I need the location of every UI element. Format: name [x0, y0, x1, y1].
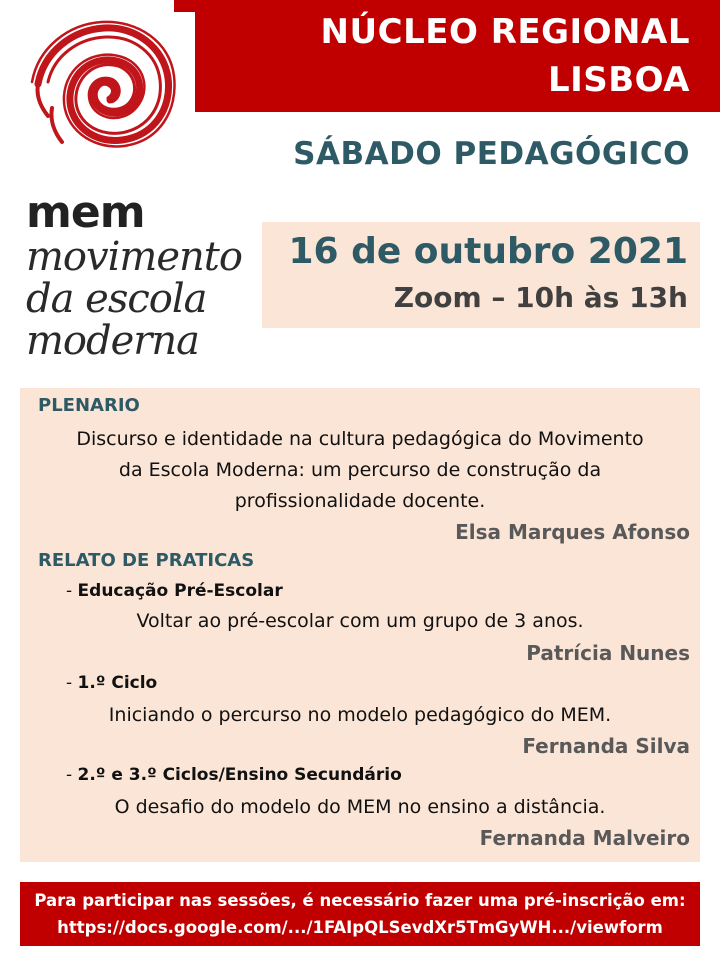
practice-dash: -: [66, 581, 78, 601]
plenary-talk-line2: da Escola Moderna: um percurso de construção da: [118, 459, 602, 481]
organization-banner: [195, 0, 720, 112]
event-date: 16 de outubro 2021: [288, 231, 688, 272]
event-date-box: [262, 222, 700, 328]
plenary-talk-line3: profissionalidade docente.: [234, 490, 486, 512]
program-box: [20, 388, 700, 862]
event-type-title: SÁBADO PEDAGÓGICO: [293, 136, 690, 172]
practice-talk-2: Iniciando o percurso no modelo pedagógico do MEM.: [108, 704, 612, 726]
practice-speaker-3: Fernanda Malveiro: [479, 826, 690, 850]
registration-footer: [20, 882, 700, 946]
plenary-talk-line1: Discurso e identidade na cultura pedagógica do Movimento: [76, 428, 644, 450]
practice-speaker-2: Fernanda Silva: [522, 734, 690, 758]
practice-level-3: [66, 765, 402, 785]
practices-heading: RELATO DE PRATICAS: [38, 550, 255, 571]
practice-level-1: [66, 581, 283, 601]
plenary-heading: PLENARIO: [38, 395, 140, 416]
organization-line2: LISBOA: [547, 60, 690, 100]
plenary-speaker: Elsa Marques Afonso: [455, 520, 690, 544]
brand-name-line3: moderna: [26, 318, 200, 364]
red-spiral-logo-icon: [22, 8, 192, 178]
practice-level-2: [66, 673, 157, 693]
event-venue-time: Zoom – 10h às 13h: [393, 281, 688, 314]
brand-name-line1: movimento: [26, 234, 242, 280]
organization-line1: NÚCLEO REGIONAL: [320, 12, 690, 52]
practice-dash: -: [66, 765, 78, 785]
practice-talk-3: O desafio do modelo do MEM no ensino a distância.: [114, 796, 606, 818]
brand-acronym: mem: [26, 187, 145, 238]
practice-dash: -: [66, 673, 78, 693]
registration-link[interactable]: https://docs.google.com/.../1FAIpQLSevdXr5TmGyWH.../viewform: [57, 918, 663, 937]
practice-talk-1: Voltar ao pré-escolar com um grupo de 3 anos.: [136, 610, 584, 632]
practice-level-label: Educação Pré-Escolar: [77, 581, 283, 601]
practice-level-label: 1.º Ciclo: [77, 673, 158, 693]
mem-wordmark: [26, 187, 242, 364]
registration-instructions: Para participar nas sessões, é necessário fazer uma pré-inscrição em:: [34, 891, 686, 910]
brand-name-line2: da escola: [26, 276, 207, 322]
banner-corner-accent: [174, 0, 196, 12]
practice-speaker-1: Patrícia Nunes: [526, 641, 690, 665]
practice-level-label: 2.º e 3.º Ciclos/Ensino Secundário: [77, 765, 402, 785]
